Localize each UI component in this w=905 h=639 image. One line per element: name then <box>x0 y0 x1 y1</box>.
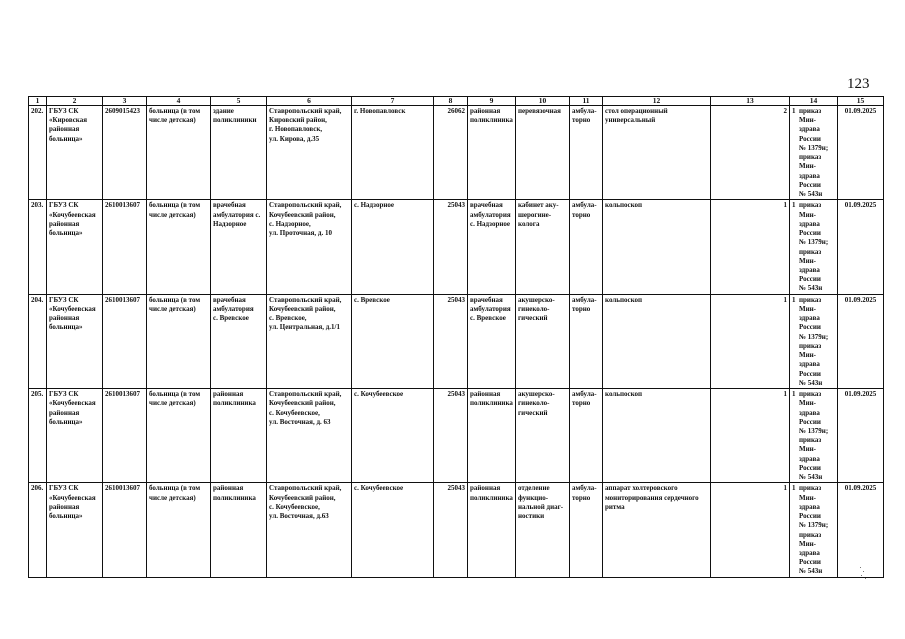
address-cell: Ставропольский край, Кочубеевский район, с. Вревское, ул. Центральная, д.1/1 <box>267 294 352 388</box>
row-number-cell: 205. <box>29 389 47 483</box>
table-header-row <box>29 97 884 106</box>
table-row <box>29 200 884 294</box>
settlement-cell: с. Надзорное <box>352 200 434 294</box>
care-form-cell: амбула- торно <box>570 294 603 388</box>
column-header: 13 <box>711 97 790 106</box>
address-cell: Ставропольский край, Кировский район, г. Новопавловск, ул. Кирова, д.35 <box>267 106 352 200</box>
settlement-cell: с. Кочубеевское <box>352 483 434 577</box>
organization-cell: ГБУЗ СК «Кировская районная больница» <box>47 106 103 200</box>
inn-cell: 2610013607 <box>103 200 147 294</box>
equipment-cell: стол операционный универсальный <box>603 106 711 200</box>
facility-type-cell: больница (в том числе детская) <box>147 200 211 294</box>
care-form-cell: амбула- торно <box>570 389 603 483</box>
date-cell: 01.09.2025 <box>838 389 884 483</box>
equipment-cell: кольпоскоп <box>603 389 711 483</box>
inn-cell: 2610013607 <box>103 483 147 577</box>
quantity-cell: 1 <box>792 295 796 304</box>
quantity-cell: 1 <box>711 200 790 294</box>
division-cell: врачебная амбулатория с. Вревское <box>468 294 516 388</box>
row-number-cell: 202. <box>29 106 47 200</box>
quantity-cell: 1 <box>792 107 796 115</box>
division-cell: районная поликлиника <box>468 106 516 200</box>
column-header: 8 <box>434 97 468 106</box>
quantity-cell: 1 <box>711 294 790 388</box>
scan-speck <box>858 565 868 583</box>
address-cell: Ставропольский край, Кочубеевский район, с. Кочубеевское, ул. Восточная, д.63 <box>267 483 352 577</box>
building-cell: районная поликлиника <box>211 483 267 577</box>
basis-text: приказ Мин- здрава России № 1379н; приказ Мин- здрава России № 543н <box>799 295 829 387</box>
division-cell: районная поликлиника <box>468 389 516 483</box>
date-cell: 01.09.2025 <box>838 483 884 577</box>
room-cell: перевязочная <box>516 106 570 200</box>
column-header: 7 <box>352 97 434 106</box>
column-header: 15 <box>838 97 884 106</box>
organization-cell: ГБУЗ СК «Кочубеевская районная больница» <box>47 294 103 388</box>
table-row <box>29 106 884 200</box>
equipment-table <box>28 96 884 578</box>
organization-cell: ГБУЗ СК «Кочубеевская районная больница» <box>47 389 103 483</box>
row-number-cell: 203. <box>29 200 47 294</box>
basis-text: приказ Мин- здрава России № 1379н; приказ Мин- здрава России № 543н <box>799 107 829 199</box>
row-number-cell: 204. <box>29 294 47 388</box>
basis-text: приказ Мин- здрава России № 1379н; приказ Мин- здрава России № 543н <box>799 390 829 482</box>
quantity-cell: 1 <box>792 484 796 493</box>
inn-cell: 2610013607 <box>103 294 147 388</box>
page-number: 123 <box>847 76 870 92</box>
facility-type-cell: больница (в том числе детская) <box>147 389 211 483</box>
date-cell: 01.09.2025 <box>838 106 884 200</box>
inn-cell: 2610013607 <box>103 389 147 483</box>
settlement-cell: с. Кочубеевское <box>352 389 434 483</box>
care-form-cell: амбула- торно <box>570 200 603 294</box>
equipment-cell: кольпоскоп <box>603 200 711 294</box>
room-cell: акушерско- гинеколо- гический <box>516 294 570 388</box>
basis-cell <box>790 389 838 483</box>
building-cell: районная поликлиника <box>211 389 267 483</box>
room-cell: акушерско- гинеколо- гический <box>516 389 570 483</box>
division-cell: районная поликлиника <box>468 483 516 577</box>
row-number-cell: 206. <box>29 483 47 577</box>
column-header: 14 <box>790 97 838 106</box>
facility-type-cell: больница (в том числе детская) <box>147 483 211 577</box>
column-header: 4 <box>147 97 211 106</box>
code-cell: 26062 <box>434 106 468 200</box>
column-header: 2 <box>47 97 103 106</box>
settlement-cell: г. Новопавловск <box>352 106 434 200</box>
care-form-cell: амбула- торно <box>570 106 603 200</box>
quantity-cell: 1 <box>792 201 796 210</box>
equipment-cell: кольпоскоп <box>603 294 711 388</box>
column-header: 6 <box>267 97 352 106</box>
column-header: 11 <box>570 97 603 106</box>
quantity-cell: 1 <box>711 389 790 483</box>
room-cell: кабинет аку- шерогине- колога <box>516 200 570 294</box>
code-cell: 25043 <box>434 200 468 294</box>
date-cell: 01.09.2025 <box>838 200 884 294</box>
column-header: 3 <box>103 97 147 106</box>
basis-cell <box>790 200 838 294</box>
column-header: 1 <box>29 97 47 106</box>
settlement-cell: с. Вревское <box>352 294 434 388</box>
column-header: 5 <box>211 97 267 106</box>
table-row <box>29 389 884 483</box>
column-header: 12 <box>603 97 711 106</box>
address-cell: Ставропольский край, Кочубеевский район, с. Надзорное, ул. Проточная, д. 10 <box>267 200 352 294</box>
date-cell: 01.09.2025 <box>838 294 884 388</box>
organization-cell: ГБУЗ СК «Кочубеевская районная больница» <box>47 200 103 294</box>
quantity-cell: 1 <box>792 390 796 399</box>
table-row <box>29 294 884 388</box>
code-cell: 25043 <box>434 294 468 388</box>
building-cell: врачебная амбулатория с. Вревское <box>211 294 267 388</box>
division-cell: врачебная амбулатория с. Надзорное <box>468 200 516 294</box>
basis-cell <box>790 294 838 388</box>
basis-cell <box>790 483 838 577</box>
code-cell: 25043 <box>434 389 468 483</box>
room-cell: отделение функцио- нальной диаг- ностики <box>516 483 570 577</box>
facility-type-cell: больница (в том числе детская) <box>147 106 211 200</box>
building-cell: врачебная амбулатория с. Надзорное <box>211 200 267 294</box>
care-form-cell: амбула- торно <box>570 483 603 577</box>
equipment-cell: аппарат холтеровского мониторирования сердечного ритма <box>603 483 711 577</box>
facility-type-cell: больница (в том числе детская) <box>147 294 211 388</box>
organization-cell: ГБУЗ СК «Кочубеевская районная больница» <box>47 483 103 577</box>
basis-cell <box>790 106 838 200</box>
code-cell: 25043 <box>434 483 468 577</box>
basis-text: приказ Мин- здрава России № 1379н; приказ Мин- здрава России № 543н <box>799 201 829 293</box>
inn-cell: 2609015423 <box>103 106 147 200</box>
address-cell: Ставропольский край, Кочубеевский район, с. Кочубеевское, ул. Восточная, д. 63 <box>267 389 352 483</box>
column-header: 9 <box>468 97 516 106</box>
quantity-cell: 2 <box>711 106 790 200</box>
table-row <box>29 483 884 577</box>
quantity-cell: 1 <box>711 483 790 577</box>
building-cell: здание поликлиники <box>211 106 267 200</box>
basis-text: приказ Мин- здрава России № 1379н; приказ Мин- здрава России № 543н <box>799 484 829 576</box>
column-header: 10 <box>516 97 570 106</box>
